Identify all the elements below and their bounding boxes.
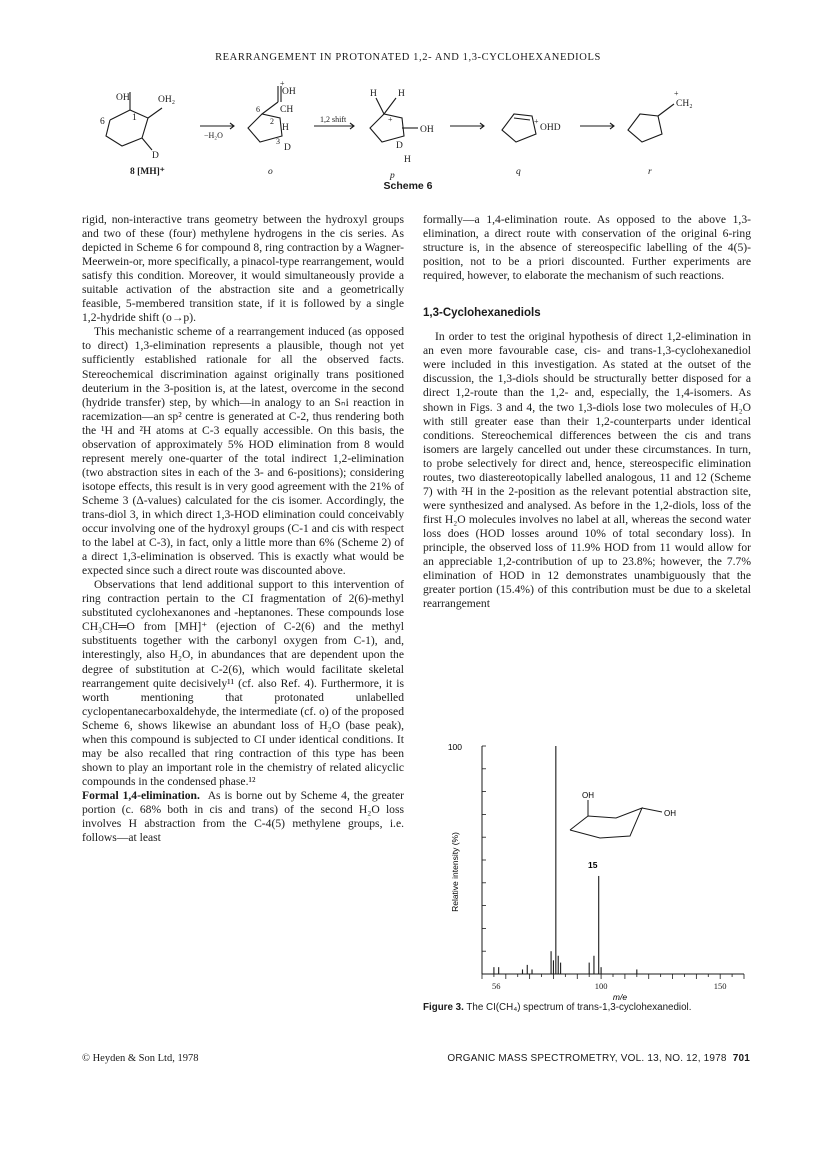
left-paragraph-3: Observations that lend additional support to this intervention of ring contraction pertain to the CI fragmentation of 2(6)-methyl substituted cyclohexanones and -heptanones. These compounds lose CH₃CH═O from [MH]⁺ (ejection of C-2(6) and the methyl substituents together with the carbonyl oxygen from C-1), and, interestingly, also H₂O, in abundances that are dependent upon the degree of substitution at C-2(6), which would facilitate skeletal rearrangement quite decisively¹¹ (cf. also Ref. 4). Furthermore, it is worth mentioning that protonated unlabelled cyclopentanecarboxaldehyde, the intermediate (cf. o) of the proposed Scheme 6, shows likewise an abundant loss of H₂O (base peak), when this compound is subjected to CI under identical conditions. It may be also recalled that ring contraction of this type has been shown to play an important role in the chemistry of related alicyclic compounds in the condensed phase.¹² (82, 578, 404, 788)
scheme-structure-label-o: o (268, 167, 273, 177)
scheme-label-h3-p: H (404, 155, 411, 165)
figure-3-label: Figure 3. (423, 1002, 464, 1013)
footer-copyright: © Heyden & Son Ltd, 1978 (82, 1053, 199, 1064)
figure-3-caption-text: The CI(CH₄) spectrum of trans-1,3-cyclohexanediol. (466, 1002, 692, 1013)
scheme-label-d-p: D (396, 141, 403, 151)
scheme-label-2-o: 2 (270, 117, 274, 126)
y-axis-label: Relative intensity (%) (450, 832, 460, 912)
scheme-label-ohd: OHD (540, 123, 561, 133)
x-tick-label-56: 56 (492, 981, 501, 991)
scheme-structure-label-8: 8 [MH]⁺ (130, 167, 165, 177)
scheme-label-h-o: H (282, 123, 289, 133)
scheme-label-6-o: 6 (256, 105, 260, 114)
scheme-label-h1-p: H (370, 89, 377, 99)
scheme-label-d-8: D (152, 151, 159, 161)
scheme-label-ch2: CH₂ (676, 99, 693, 109)
scheme-arrow-label-2: 1,2 shift (320, 115, 347, 124)
scheme-label-6: 6 (100, 117, 105, 127)
scheme-ring-p (370, 114, 404, 142)
left-paragraph-1: rigid, non-interactive trans geometry between the hydroxyl groups and two of these (four) methylene hydrogens in the cis series. As depicted in Scheme 6 for compound 8, ring contraction by a Wagner-Meerwein-or, more specifically, a pinacol-type rearrangement, would satisfy this condition. Moreover, it would simultaneously provide a suitable activation of the abstraction site and a geometrically feasible, 5-membered transition state, if it is followed by a single 1,2-hydride shift (o→p). (82, 213, 404, 325)
figure-3-spectrum (440, 738, 760, 1002)
left-paragraph-4 (82, 789, 404, 845)
left-paragraph-4-text: As is borne out by Scheme 4, the greater portion (c. 68% both in cis and trans) of the second H₂O loss involves H abstraction from the C-4(5) methylene groups, i.e. follows—at least (82, 788, 405, 845)
scheme-label-h2-p: H (398, 89, 405, 99)
running-head: REARRANGEMENT IN PROTONATED 1,2- AND 1,3-CYCLOHEXANEDIOLS (215, 52, 601, 63)
scheme-label-oh-8: OH (116, 93, 130, 103)
right-paragraph-2: In order to test the original hypothesis of direct 1,2-elimination in an even more favourable case, cis- and trans-1,3-cyclohexanediol were included in this investigation. As stated at the outset of the discussion, the 1,3-diols should be structurally better disposed for a direct 1,2-route than the 1,2- and, especially, the 1,4-isomers. As shown in Figs. 3 and 4, the two 1,3-diols lose two molecules of H₂O with still greater ease than their 1,2-counterparts under identical conditions. Stereochemical differences between the cis and trans isomers are largely cancelled out under these circumstances. In turn, to probe selectively for direct and, hence, stereospecific elimination routes, two diastereotopically labelled analogous, 11 and 12 (Scheme 7) with ²H in the 2-position as the relevant potential abstraction site, were synthesized and analysed. As before in the 1,2-diols, loss of the first H₂O molecules involves no label at all, whereas the second water loss does (HOD losses around 10% of total secondary loss). In principle, the observed loss of 11.9% HOD from 11 would allow for an appreciable 1,2-contribution of up to 23.8%; however, the 7.7% elimination of HOD in 12 demonstrates unambiguously that the greater portion (15.4%) of this contribution must be due to a skeletal rearrangement (423, 330, 751, 611)
scheme-label-d-o: D (284, 143, 291, 153)
scheme-structure-label-p: p (390, 171, 395, 181)
scheme-label-plus-p: + (388, 115, 393, 124)
x-tick-label-100: 100 (594, 981, 608, 991)
formal-elimination-heading: Formal 1,4-elimination. (82, 788, 200, 802)
scheme-structure-label-r: r (648, 167, 652, 177)
scheme-label-oh2: OH₂ (158, 95, 176, 105)
scheme-caption: Scheme 6 (383, 180, 433, 192)
y-tick-label-100: 100 (447, 742, 462, 752)
compound-label-15: 15 (588, 860, 598, 870)
scheme-label-3-o: 3 (276, 137, 280, 146)
left-column (82, 213, 404, 845)
scheme-label-plus-q: + (534, 117, 539, 126)
footer-journal (447, 1053, 750, 1064)
right-column (423, 213, 751, 611)
scheme-label-1: 1 (132, 113, 137, 123)
scheme-label-oh-o: OH (282, 87, 296, 97)
figure-3-caption (423, 1002, 763, 1013)
left-paragraph-2: This mechanistic scheme of a rearrangement induced (as opposed to direct) 1,3-elimination represents a plausible, though not yet sufficiently established rationale for all the observed facts. Stereochemical discrimination against originally trans positioned deuterium in the 3-position is, at the latest, overcome in the second (hydride transfer) step, by which—in analogy to an Sₙi reaction in racemization—an sp² centre is generated at C-2, thus rendering both the ¹H and ²H atoms at C-3 equally accessible. On this basis, the observation of approximately 5% HOD elimination from 8 would represent merely one-quarter of the total indirect 1,2-elimination (two abstraction sites in each of the 3- and 6-positions); considering isotope effects, this result is in very good agreement with the 21% of Scheme 3 (Δ-values) calculated for the cis isomer. Accordingly, the trans-diol 3, in which direct 1,3-HOD elimination could conceivably occur involving one of the hydroxyl groups (C-1 and cis with respect to the label at C-3), in fact, only a little more than 6% (Scheme 2) of a direct 1,3-elimination is observed. This is exactly what would be expected since such a direct route was discounted above. (82, 325, 404, 578)
scheme-ring-8 (106, 110, 148, 146)
scheme-ring-r (628, 114, 662, 142)
scheme-label-oh-p: OH (420, 125, 434, 135)
scheme-label-ch-o: CH (280, 105, 294, 115)
scheme-label-plus-r: + (674, 89, 679, 98)
section-heading-13-diols: 1,3-Cyclohexanediols (423, 307, 541, 320)
structure-15-oh-1: OH (582, 791, 594, 800)
scheme-label-plus-o: + (280, 79, 285, 88)
footer-journal-name: ORGANIC MASS SPECTROMETRY, VOL. 13, NO. 12, 1978 (447, 1053, 727, 1064)
page-number: 701 (732, 1053, 750, 1064)
x-tick-label-150: 150 (713, 981, 727, 991)
x-axis-label: m/e (612, 992, 628, 1002)
scheme-arrow-label-1: −H₂O (204, 131, 223, 140)
structure-15-oh-2: OH (664, 809, 676, 818)
structure-15 (570, 800, 662, 838)
right-paragraph-1: formally—a 1,4-elimination route. As opposed to the above 1,3-elimination, a direct route with conservation of the original 6-ring structure is, in the absence of stereospecific labelling of the 4(5)-position, not to be a priori discounted. Further experiments are required, however, to elaborate the mechanism of such reactions. (423, 213, 751, 283)
scheme-structure-label-q: q (516, 167, 521, 177)
